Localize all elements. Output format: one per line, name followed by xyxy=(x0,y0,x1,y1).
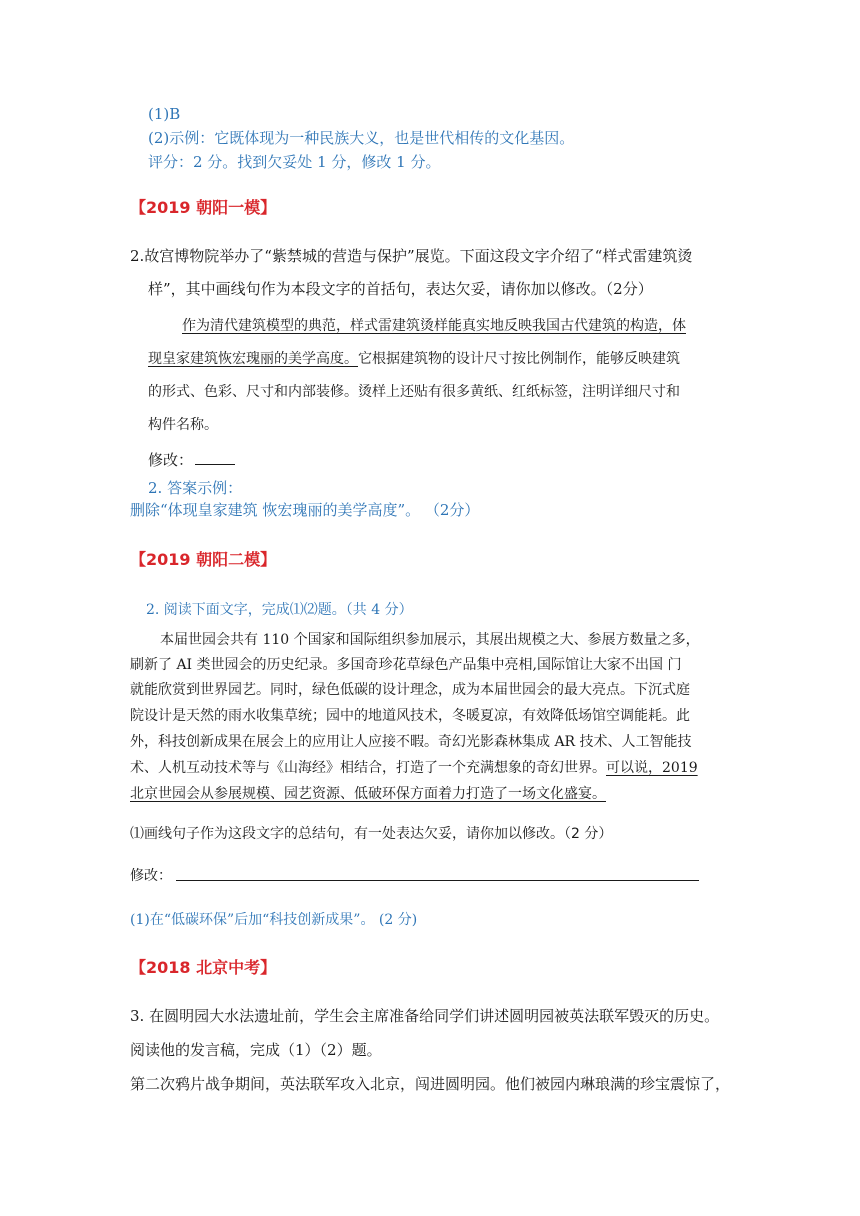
passage-line: 构件名称。 xyxy=(148,417,218,433)
passage-line: 就能欣赏到世界园艺。同时，绿色低碳的设计理念，成为本届世园会的最大亮点。下沉式庭 xyxy=(130,682,690,698)
underlined-sentence: 北京世园会从参展规模、园艺资源、低破环保方面着力打造了一场文化盛宴。 xyxy=(130,786,606,802)
answer-line: (1)在“低碳环保”后加“科技创新成果”。 (2 分) xyxy=(130,912,418,928)
answer-blank-line[interactable] xyxy=(176,880,699,881)
sub-question: ⑴画线句子作为这段文字的总结句，有一处表达欠妥，请你加以修改。（2 分） xyxy=(130,826,613,842)
answer-line: 评分：2 分。找到欠妥处 1 分，修改 1 分。 xyxy=(148,153,441,171)
underlined-sentence: 现皇家建筑恢宏瑰丽的美学高度。 xyxy=(148,351,358,367)
passage-line: 院设计是天然的雨水收集草统；园中的地道风技术，冬暖夏凉，有效降低场馆空调能耗。此 xyxy=(130,708,690,724)
passage-line: 本届世园会共有 110 个国家和国际组织参加展示，其展出规模之大、参展方数量之多， xyxy=(160,632,700,648)
passage-line xyxy=(130,784,606,804)
question-text: 样”，其中画线句作为本段文字的首括句，表达欠妥，请你加以修改。（2分） xyxy=(148,280,653,298)
question-text: 3. 在圆明园大水法遗址前，学生会主席准备给同学们讲述圆明园被英法联军毁灭的历史。 xyxy=(130,1007,720,1025)
passage-line xyxy=(182,316,686,336)
answer-line: (1)B xyxy=(148,105,181,123)
question-title: 2. 阅读下面文字，完成⑴⑵题。（共 4 分） xyxy=(146,602,413,618)
passage-line xyxy=(130,758,698,778)
section-heading: 【2019 朝阳一模】 xyxy=(130,198,277,217)
fix-answer-row xyxy=(148,450,235,470)
passage-line: 的形式、色彩、尺寸和内部装修。烫样上还贴有很多黄纸、红纸标签，注明详细尺寸和 xyxy=(148,384,680,400)
question-text: 阅读他的发言稿，完成（1）（2）题。 xyxy=(130,1041,382,1059)
question-text: 2.故宫博物院举办了“紫禁城的营造与保护”展览。下面这段文字介绍了“样式雷建筑烫 xyxy=(130,247,693,265)
fix-label: 修改： xyxy=(130,868,172,884)
passage-text: 术、人机互动技术等与《山海经》相结合，打造了一个充满想象的奇幻世界。 xyxy=(130,760,606,776)
answer-line: 删除“体现皇家建筑 恢宏瑰丽的美学高度”。 （2分） xyxy=(130,501,480,519)
passage-line: 刷新了 AI 类世园会的历史纪录。多国奇珍花草绿色产品集中亮相,国际馆让大家不出国 门 xyxy=(130,657,682,673)
answer-blank[interactable] xyxy=(195,450,235,465)
passage-line: 外，科技创新成果在展会上的应用让人应接不暇。奇幻光影森林集成 AR 技术、人工智能技 xyxy=(130,734,692,750)
fix-label: 修改： xyxy=(148,451,194,469)
passage-text: 它根据建筑物的设计尺寸按比例制作，能够反映建筑 xyxy=(358,351,680,367)
underlined-sentence: 可以说，2019 xyxy=(606,760,698,776)
underlined-sentence: 作为清代建筑模型的典范，样式雷建筑烫样能真实地反映我国古代建筑的构造，体 xyxy=(182,318,686,334)
answer-line: (2)示例：它既体现为一种民族大义，也是世代相传的文化基因。 xyxy=(148,129,575,147)
question-text: 第二次鸦片战争期间，英法联军攻入北京，闯进圆明园。他们被园内琳琅满的珍宝震惊了， xyxy=(130,1075,731,1093)
section-heading: 【2019 朝阳二模】 xyxy=(130,550,277,569)
passage-line xyxy=(148,349,680,369)
answer-line: 2. 答案示例： xyxy=(148,479,243,497)
section-heading: 【2018 北京中考】 xyxy=(130,958,277,977)
